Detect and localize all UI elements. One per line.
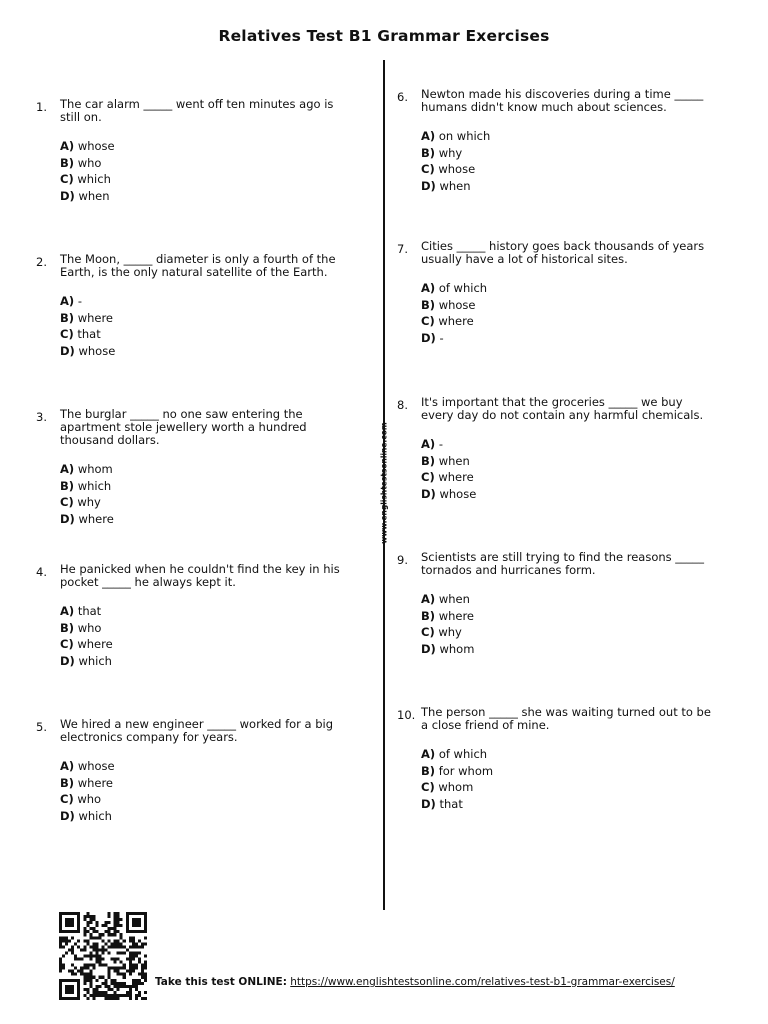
- question-text: He panicked when he couldn't find the key in his pocket _____ he always kept it.: [60, 562, 340, 589]
- option-letter: D): [60, 808, 75, 823]
- option-letter: C): [60, 637, 74, 651]
- option-letter: A): [60, 139, 75, 153]
- question-7: [397, 240, 715, 346]
- option-letter: D): [60, 653, 75, 668]
- option-letter: D): [60, 511, 75, 526]
- question-number: 1.: [36, 100, 47, 114]
- option-text: where: [77, 637, 113, 651]
- answer-option[interactable]: [421, 297, 715, 314]
- option-text: for whom: [438, 763, 494, 778]
- option-text: where: [438, 470, 474, 484]
- option-text: which: [77, 478, 112, 493]
- question-text: The Moon, _____ diameter is only a fourth of the Earth, is the only natural satellite of the Earth.: [60, 252, 336, 279]
- answer-option[interactable]: [60, 758, 354, 775]
- answer-option[interactable]: [60, 293, 354, 310]
- question-text: It's important that the groceries _____ we buy every day do not contain any harmful chemicals.: [421, 395, 704, 422]
- side-website-url: www.englishtestsonline.com: [379, 422, 389, 544]
- question-number: 8.: [397, 398, 408, 412]
- option-text: whom: [439, 641, 475, 656]
- option-letter: C): [421, 162, 435, 176]
- answer-option[interactable]: [60, 343, 354, 360]
- question-2: [36, 253, 354, 359]
- option-text: where: [77, 775, 114, 790]
- option-text: whose: [439, 486, 477, 501]
- answer-options: [60, 758, 354, 824]
- answer-option[interactable]: [60, 653, 354, 670]
- option-text: which: [78, 808, 112, 823]
- option-text: whose: [78, 343, 116, 358]
- option-letter: B): [421, 763, 436, 778]
- question-text: Scientists are still trying to find the reasons _____ tornados and hurricanes form.: [421, 550, 705, 577]
- option-letter: A): [421, 129, 436, 143]
- answer-options: [60, 293, 354, 359]
- footer-link[interactable]: https://www.englishtestsonline.com/relatives-test-b1-grammar-exercises/: [290, 976, 675, 988]
- question-8: [397, 396, 715, 502]
- option-text: whom: [438, 780, 474, 794]
- option-text: who: [77, 620, 102, 635]
- answer-option[interactable]: [421, 641, 715, 658]
- option-text: why: [438, 625, 462, 639]
- option-text: on which: [438, 129, 491, 143]
- option-letter: B): [60, 620, 75, 635]
- option-text: -: [77, 294, 82, 308]
- option-text: why: [438, 145, 463, 160]
- answer-option[interactable]: [421, 161, 715, 178]
- option-letter: D): [60, 343, 75, 358]
- answer-option[interactable]: [60, 620, 354, 637]
- answer-options: [421, 591, 715, 657]
- question-text: Newton made his discoveries during a time _____ humans didn't know much about sciences.: [421, 87, 704, 114]
- option-text: when: [438, 592, 470, 606]
- option-text: when: [78, 188, 110, 203]
- option-letter: C): [60, 172, 74, 186]
- option-text: where: [438, 608, 475, 623]
- question-number: 10.: [397, 708, 416, 722]
- answer-option[interactable]: [421, 591, 715, 608]
- question-number: 9.: [397, 553, 408, 567]
- option-text: of which: [438, 747, 488, 761]
- question-3: [36, 408, 354, 527]
- option-letter: A): [421, 437, 436, 451]
- answer-option[interactable]: [60, 171, 354, 188]
- option-letter: B): [421, 453, 436, 468]
- answer-option[interactable]: [421, 608, 715, 625]
- option-letter: C): [421, 625, 435, 639]
- answer-option[interactable]: [60, 138, 354, 155]
- option-letter: B): [421, 297, 436, 312]
- answer-option[interactable]: [421, 436, 715, 453]
- question-text: We hired a new engineer _____ worked for a big electronics company for years.: [60, 717, 334, 744]
- option-text: when: [439, 178, 471, 193]
- page-title: Relatives Test B1 Grammar Exercises: [218, 27, 550, 45]
- answer-option[interactable]: [421, 128, 715, 145]
- option-letter: C): [421, 470, 435, 484]
- question-5: [36, 718, 354, 824]
- answer-option[interactable]: [60, 808, 354, 825]
- answer-option[interactable]: [60, 494, 354, 511]
- option-text: why: [77, 495, 101, 509]
- option-text: whose: [77, 759, 115, 773]
- option-text: where: [77, 310, 114, 325]
- question-number: 4.: [36, 565, 47, 579]
- answer-option[interactable]: [421, 624, 715, 641]
- question-text: Cities _____ history goes back thousands of years usually have a lot of historical sites.: [421, 239, 705, 266]
- option-letter: A): [421, 592, 436, 606]
- option-letter: B): [60, 310, 75, 325]
- option-letter: C): [60, 495, 74, 509]
- footer: [155, 976, 675, 988]
- answer-option[interactable]: [421, 330, 715, 347]
- question-text: The car alarm _____ went off ten minutes ago is still on.: [60, 97, 334, 124]
- option-text: which: [78, 653, 112, 668]
- option-text: whose: [438, 162, 476, 176]
- answer-option[interactable]: [60, 636, 354, 653]
- option-letter: C): [421, 780, 435, 794]
- answer-option[interactable]: [60, 326, 354, 343]
- option-letter: A): [421, 281, 436, 295]
- answer-option[interactable]: [421, 796, 715, 813]
- option-letter: B): [60, 155, 75, 170]
- answer-option[interactable]: [421, 280, 715, 297]
- question-9: [397, 551, 715, 657]
- answer-option[interactable]: [60, 603, 354, 620]
- option-letter: A): [421, 747, 436, 761]
- question-10: [397, 706, 715, 812]
- option-letter: A): [60, 462, 75, 476]
- question-1: [36, 98, 354, 204]
- answer-option[interactable]: [421, 469, 715, 486]
- answer-option[interactable]: [421, 453, 715, 470]
- answer-options: [60, 603, 354, 669]
- option-letter: C): [421, 314, 435, 328]
- qr-code-icon: [59, 912, 147, 1000]
- question-number: 7.: [397, 242, 408, 256]
- option-letter: A): [60, 604, 75, 618]
- question-6: [397, 88, 715, 194]
- answer-options: [421, 436, 715, 502]
- option-text: that: [77, 327, 101, 341]
- option-letter: C): [60, 327, 74, 341]
- option-text: whom: [77, 462, 113, 476]
- option-letter: D): [60, 188, 75, 203]
- answer-option[interactable]: [60, 461, 354, 478]
- option-text: whose: [77, 139, 115, 153]
- answer-option[interactable]: [60, 188, 354, 205]
- option-letter: B): [60, 775, 75, 790]
- answer-option[interactable]: [60, 310, 354, 327]
- option-text: that: [439, 796, 463, 811]
- option-text: of which: [438, 281, 488, 295]
- answer-options: [60, 138, 354, 204]
- option-text: who: [77, 792, 102, 806]
- answer-option[interactable]: [60, 775, 354, 792]
- option-letter: D): [421, 641, 436, 656]
- answer-option[interactable]: [60, 791, 354, 808]
- option-letter: B): [421, 145, 436, 160]
- answer-option[interactable]: [421, 313, 715, 330]
- answer-option[interactable]: [421, 178, 715, 195]
- option-text: when: [438, 453, 470, 468]
- option-text: whose: [438, 297, 476, 312]
- question-text: The burglar _____ no one saw entering the apartment stole jewellery worth a hundred thousand dollars.: [60, 407, 307, 447]
- answer-options: [421, 128, 715, 194]
- option-letter: B): [60, 478, 75, 493]
- question-text: The person _____ she was waiting turned out to be a close friend of mine.: [421, 705, 711, 732]
- option-text: who: [77, 155, 102, 170]
- option-text: where: [78, 511, 114, 526]
- answer-option[interactable]: [421, 779, 715, 796]
- option-letter: D): [421, 330, 436, 345]
- question-number: 3.: [36, 410, 47, 424]
- answer-options: [421, 746, 715, 812]
- option-letter: D): [421, 796, 436, 811]
- answer-option[interactable]: [60, 478, 354, 495]
- option-letter: A): [60, 294, 75, 308]
- answer-option[interactable]: [60, 155, 354, 172]
- answer-options: [60, 461, 354, 527]
- option-letter: C): [60, 792, 74, 806]
- answer-option[interactable]: [421, 746, 715, 763]
- question-number: 5.: [36, 720, 47, 734]
- option-letter: D): [421, 486, 436, 501]
- option-text: -: [439, 330, 444, 345]
- option-text: where: [438, 314, 474, 328]
- answer-option[interactable]: [421, 486, 715, 503]
- question-4: [36, 563, 354, 669]
- option-text: that: [77, 604, 102, 618]
- footer-label: Take this test ONLINE:: [155, 976, 287, 988]
- option-letter: B): [421, 608, 436, 623]
- answer-options: [421, 280, 715, 346]
- option-text: -: [438, 437, 443, 451]
- option-letter: A): [60, 759, 75, 773]
- answer-option[interactable]: [60, 511, 354, 528]
- answer-option[interactable]: [421, 145, 715, 162]
- option-letter: D): [421, 178, 436, 193]
- option-text: which: [77, 172, 111, 186]
- question-number: 2.: [36, 255, 47, 269]
- answer-option[interactable]: [421, 763, 715, 780]
- question-number: 6.: [397, 90, 408, 104]
